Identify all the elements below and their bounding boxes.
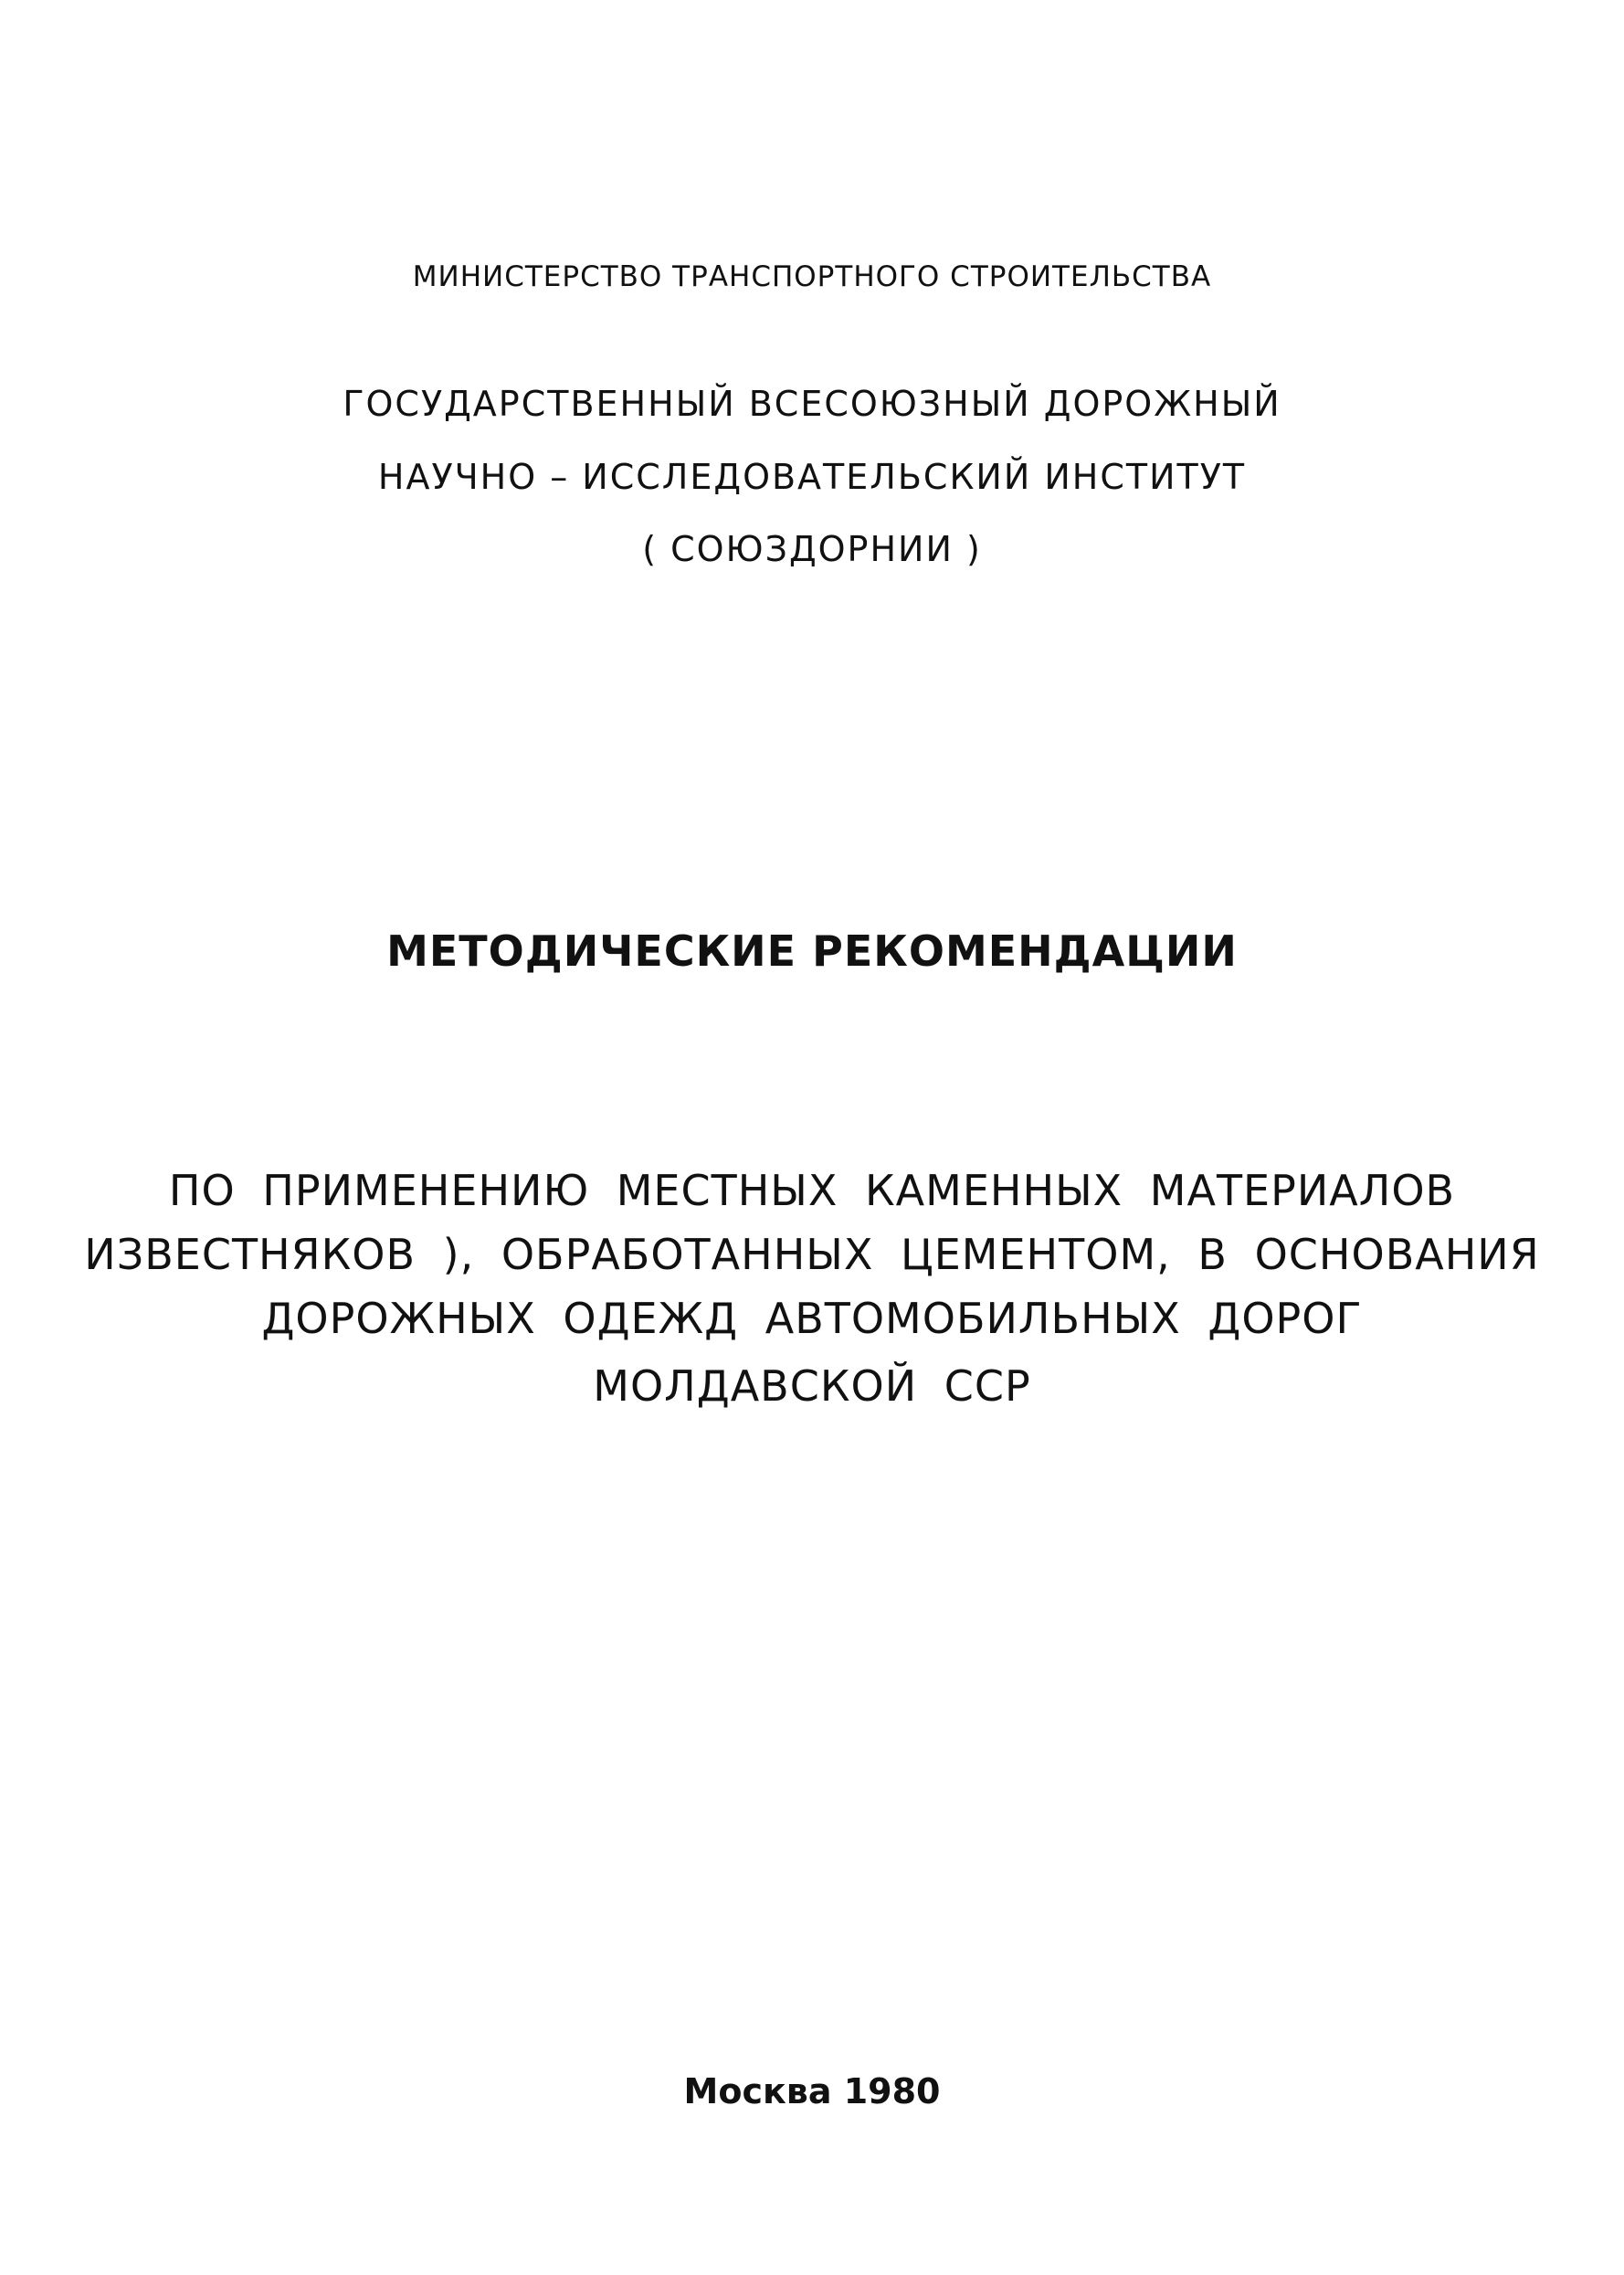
document-subtitle-line-2: ИЗВЕСТНЯКОВ ), ОБРАБОТАННЫХ ЦЕМЕНТОМ, В ОСНОВАНИЯ [84,1230,1540,1279]
institute-name-line-1: ГОСУДАРСТВЕННЫЙ ВСЕСОЮЗНЫЙ ДОРОЖНЫЙ [343,384,1281,424]
institute-name-line-2: НАУЧНО – ИССЛЕДОВАТЕЛЬСКИЙ ИНСТИТУТ [377,457,1247,497]
document-title: МЕТОДИЧЕСКИЕ РЕКОМЕНДАЦИИ [386,926,1238,976]
document-subtitle-line-4: МОЛДАВСКОЙ ССР [593,1361,1031,1411]
document-subtitle-line-3: ДОРОЖНЫХ ОДЕЖД АВТОМОБИЛЬНЫХ ДОРОГ [261,1294,1363,1343]
document-subtitle-line-1: ПО ПРИМЕНЕНИЮ МЕСТНЫХ КАМЕННЫХ МАТЕРИАЛОВ [168,1166,1456,1215]
institute-abbreviation: ( СОЮЗДОРНИИ ) [642,529,982,569]
ministry-name: МИНИСТЕРСТВО ТРАНСПОРТНОГО СТРОИТЕЛЬСТВА [412,260,1212,293]
publication-place-year: Москва 1980 [683,2071,941,2111]
